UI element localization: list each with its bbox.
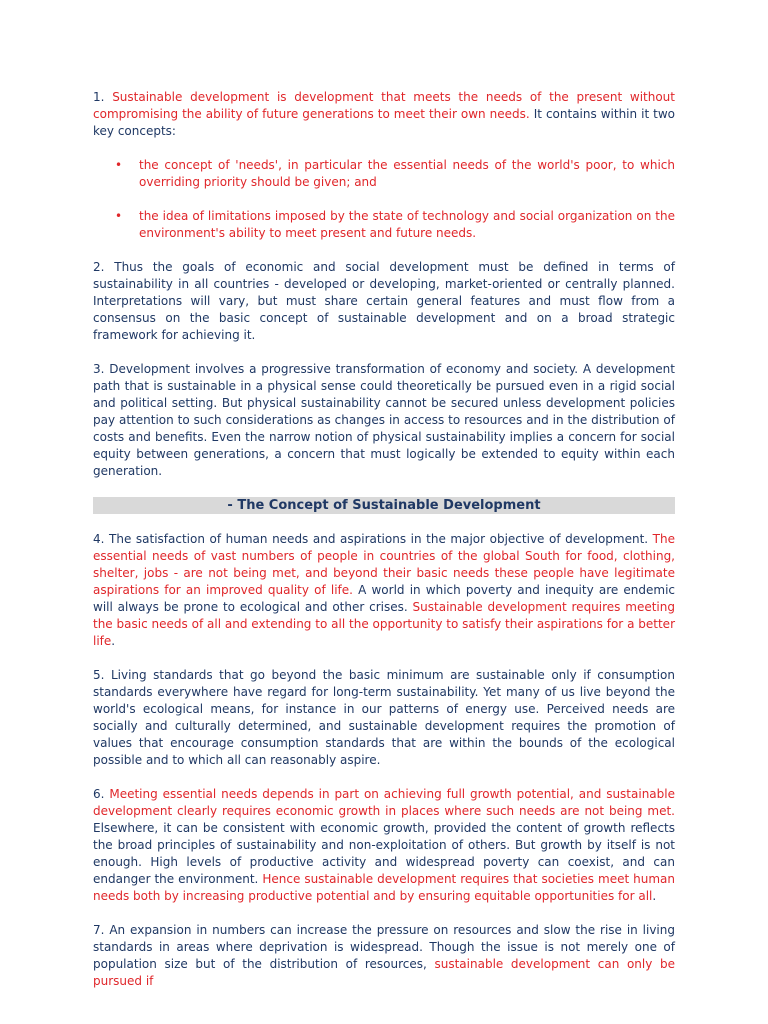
paragraph-1-rest: It contains within it two key concepts: <box>93 107 675 138</box>
paragraph-6-emphasis-2: Hence sustainable development requires that societies meet human needs both by increasing productive potential and by ensuring equitable opportunities for all <box>93 872 675 903</box>
section-heading: - The Concept of Sustainable Development <box>93 497 675 514</box>
list-item-text: the concept of 'needs', in particular the essential needs of the world's poor, to which overriding priority should be given; and <box>139 158 675 189</box>
paragraph-7-emphasis: sustainable development can only be pursued if <box>93 957 676 988</box>
paragraph-6-emphasis-1: Meeting essential needs depends in part on achieving full growth potential, and sustainable development clearly requires economic growth in places where such needs are not being met. <box>93 787 675 818</box>
paragraph-1-number: 1. <box>93 90 113 104</box>
paragraph-3: 3. Development involves a progressive transformation of economy and society. A development path that is sustainable in a physical sense could theoretically be pursued even in a rigid social and political setting. But physical sustainability cannot be secured unless development policies pay attention to such considerations as changes in access to resources and in the distribution of costs and benefits. Even the narrow notion of physical sustainability implies a concern for social equity between generations, a concern that must logically be extended to equity within each generation. <box>93 362 675 478</box>
paragraph-6-part-b: Elsewhere, it can be consistent with economic growth, provided the content of growth reflects the broad principles of sustainability and non-exploitation of others. But growth by itself is not enough. High levels of productive activity and widespread poverty can coexist, and can endanger the environment. <box>93 821 675 886</box>
paragraph-7-part-a: 7. An expansion in numbers can increase the pressure on resources and slow the rise in living standards in areas where deprivation is widespread. Though the issue is not merely one of population size but of the distribution of resources, <box>93 923 675 971</box>
paragraph-6-number: 6. <box>93 787 110 801</box>
bullet-icon: • <box>115 209 123 223</box>
paragraph-7 <box>93 922 675 990</box>
paragraph-6-end: . <box>652 889 657 903</box>
document-body <box>93 89 675 1007</box>
paragraph-4-emphasis-2: Sustainable development requires meeting the basic needs of all and extending to all the opportunity to satisfy their aspirations for a better life <box>93 600 675 648</box>
list-item <box>93 157 675 191</box>
paragraph-1-emphasis: Sustainable development is development that meets the needs of the present without compromising the ability of future generations to meet their own needs. <box>93 90 675 121</box>
list-item-text: the idea of limitations imposed by the state of technology and social organization on the environment's ability to meet present and future needs. <box>139 209 675 240</box>
key-concepts-list <box>93 157 675 242</box>
paragraph-6 <box>93 786 675 905</box>
paragraph-2: 2. Thus the goals of economic and social development must be defined in terms of sustainability in all countries - developed or developing, market-oriented or centrally planned. Interpretations will vary, but must share certain general features and must flow from a consensus on the basic concept of sustainable development and on a broad strategic framework for achieving it. <box>93 260 675 342</box>
paragraph-4-part-c: A world in which poverty and inequity are endemic will always be prone to ecological and other crises. <box>93 583 676 614</box>
paragraph-4 <box>93 531 675 650</box>
paragraph-4-end: . <box>111 634 116 648</box>
list-item <box>93 208 675 242</box>
bullet-icon: • <box>115 158 123 172</box>
paragraph-1 <box>93 89 675 140</box>
paragraph-5: 5. Living standards that go beyond the basic minimum are sustainable only if consumption standards everywhere have regard for long-term sustainability. Yet many of us live beyond the world's ecological means, for instance in our patterns of energy use. Perceived needs are socially and culturally determined, and sustainable development requires the promotion of values that encourage consumption standards that are within the bounds of the ecological possible and to which all can reasonably aspire. <box>93 668 675 767</box>
paragraph-4-emphasis-1: The essential needs of vast numbers of people in countries of the global South for food, clothing, shelter, jobs - are not being met, and beyond their basic needs these people have legitimate aspirations for an improved quality of life. <box>93 532 675 597</box>
paragraph-4-part-a: 4. The satisfaction of human needs and aspirations in the major objective of development. <box>93 532 653 546</box>
